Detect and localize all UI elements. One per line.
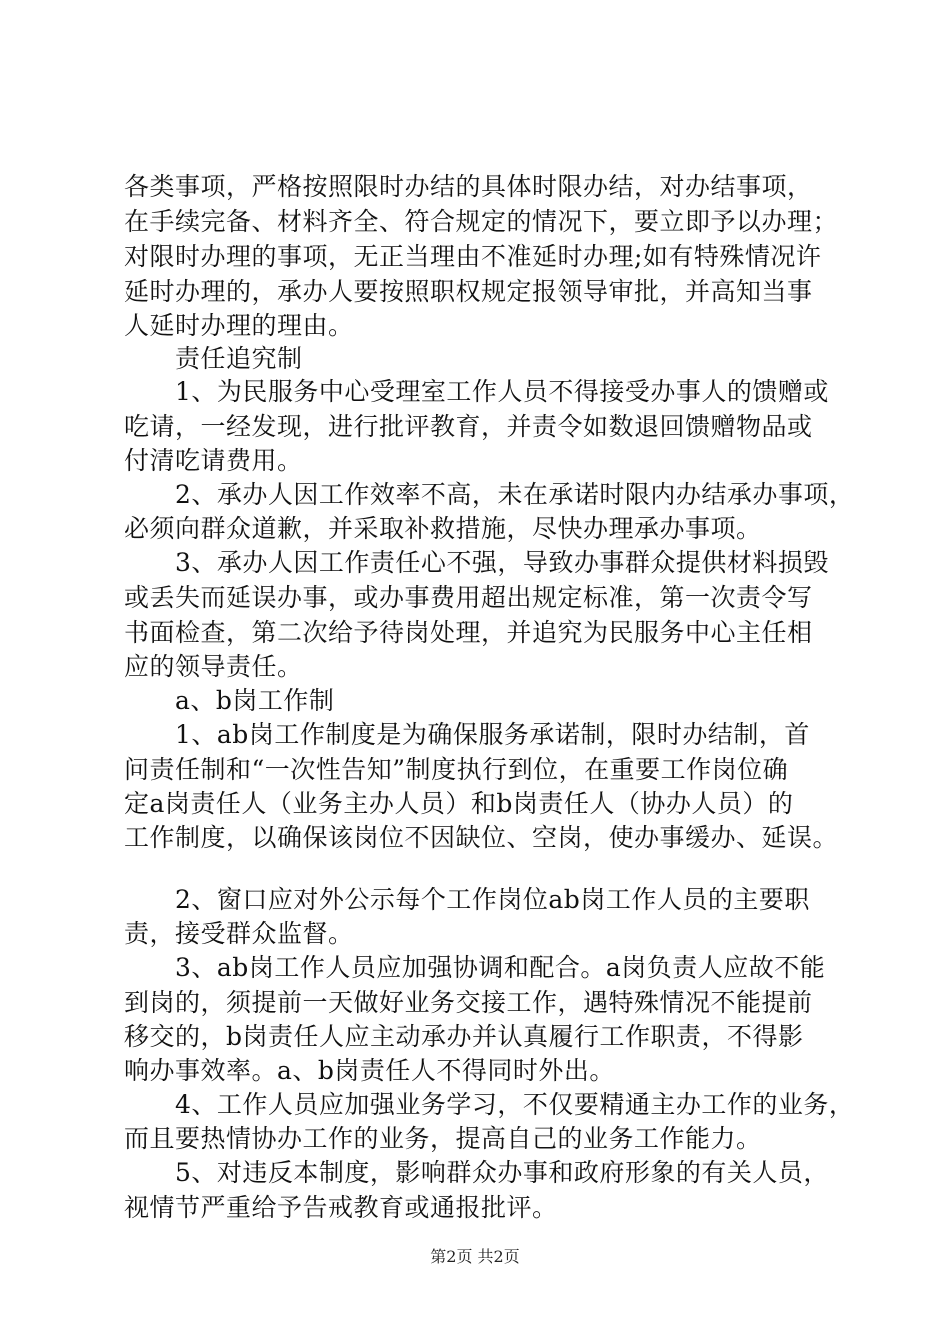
document-line: 书面检查，第二次给予待岗处理，并追究为民服务中心主任相 [124,618,813,647]
document-line: 付清吃请费用。 [124,446,303,475]
document-line: 2、承办人因工作效率不高，未在承诺时限内办结承办事项， [124,480,855,509]
document-line: 5、对违反本制度，影响群众办事和政府形象的有关人员， [124,1158,829,1187]
document-line: 问责任制和“一次性告知”制度执行到位，在重要工作岗位确 [124,755,789,784]
document-line: 工作制度，以确保该岗位不因缺位、空岗，使办事缓办、延误。 [124,823,839,852]
document-line: 对限时办理的事项，无正当理由不准延时办理;如有特殊情况许 [124,242,822,271]
document-line: 而且要热情协办工作的业务，提高自己的业务工作能力。 [124,1124,762,1153]
page-number-footer: 第2页 共2页 [430,1247,520,1266]
document-line: 3、ab岗工作人员应加强协调和配合。a岗负责人应故不能 [124,953,826,982]
document-line: 1、为民服务中心受理室工作人员不得接受办事人的馈赠或 [124,377,829,406]
document-line: a、b岗工作制 [124,686,335,715]
document-line: 各类事项，严格按照限时办结的具体时限办结，对办结事项， [124,172,813,201]
document-line: 视情节严重给予告戒教育或通报批评。 [124,1193,558,1222]
document-line: 移交的，b岗责任人应主动承办并认真履行工作职责，不得影 [124,1022,804,1051]
document-line: 延时办理的，承办人要按照职权规定报领导审批，并高知当事 [124,277,813,306]
document-line: 应的领导责任。 [124,652,303,681]
document-line: 责，接受群众监督。 [124,919,354,948]
document-line: 2、窗口应对外公示每个工作岗位ab岗工作人员的主要职 [124,885,810,914]
document-line: 响办事效率。a、b岗责任人不得同时外出。 [124,1056,615,1085]
document-line: 责任追究制 [124,344,303,373]
document-line: 必须向群众道歉，并采取补救措施，尽快办理承办事项。 [124,514,762,543]
document-line: 4、工作人员应加强业务学习，不仅要精通主办工作的业务， [124,1090,855,1119]
document-line: 吃请，一经发现，进行批评教育，并责令如数退回馈赠物品或 [124,412,813,441]
document-line: 到岗的，须提前一天做好业务交接工作，遇特殊情况不能提前 [124,988,813,1017]
document-line: 定a岗责任人（业务主办人员）和b岗责任人（协办人员）的 [124,789,794,818]
document-line: 1、ab岗工作制度是为确保服务承诺制，限时办结制，首 [124,720,810,749]
document-line: 3、承办人因工作责任心不强，导致办事群众提供材料损毁 [124,548,829,577]
document-line: 或丢失而延误办事，或办事费用超出规定标准，第一次责令写 [124,583,813,612]
document-line: 在手续完备、材料齐全、符合规定的情况下，要立即予以办理； [124,207,839,236]
document-line: 人延时办理的理由。 [124,311,354,340]
